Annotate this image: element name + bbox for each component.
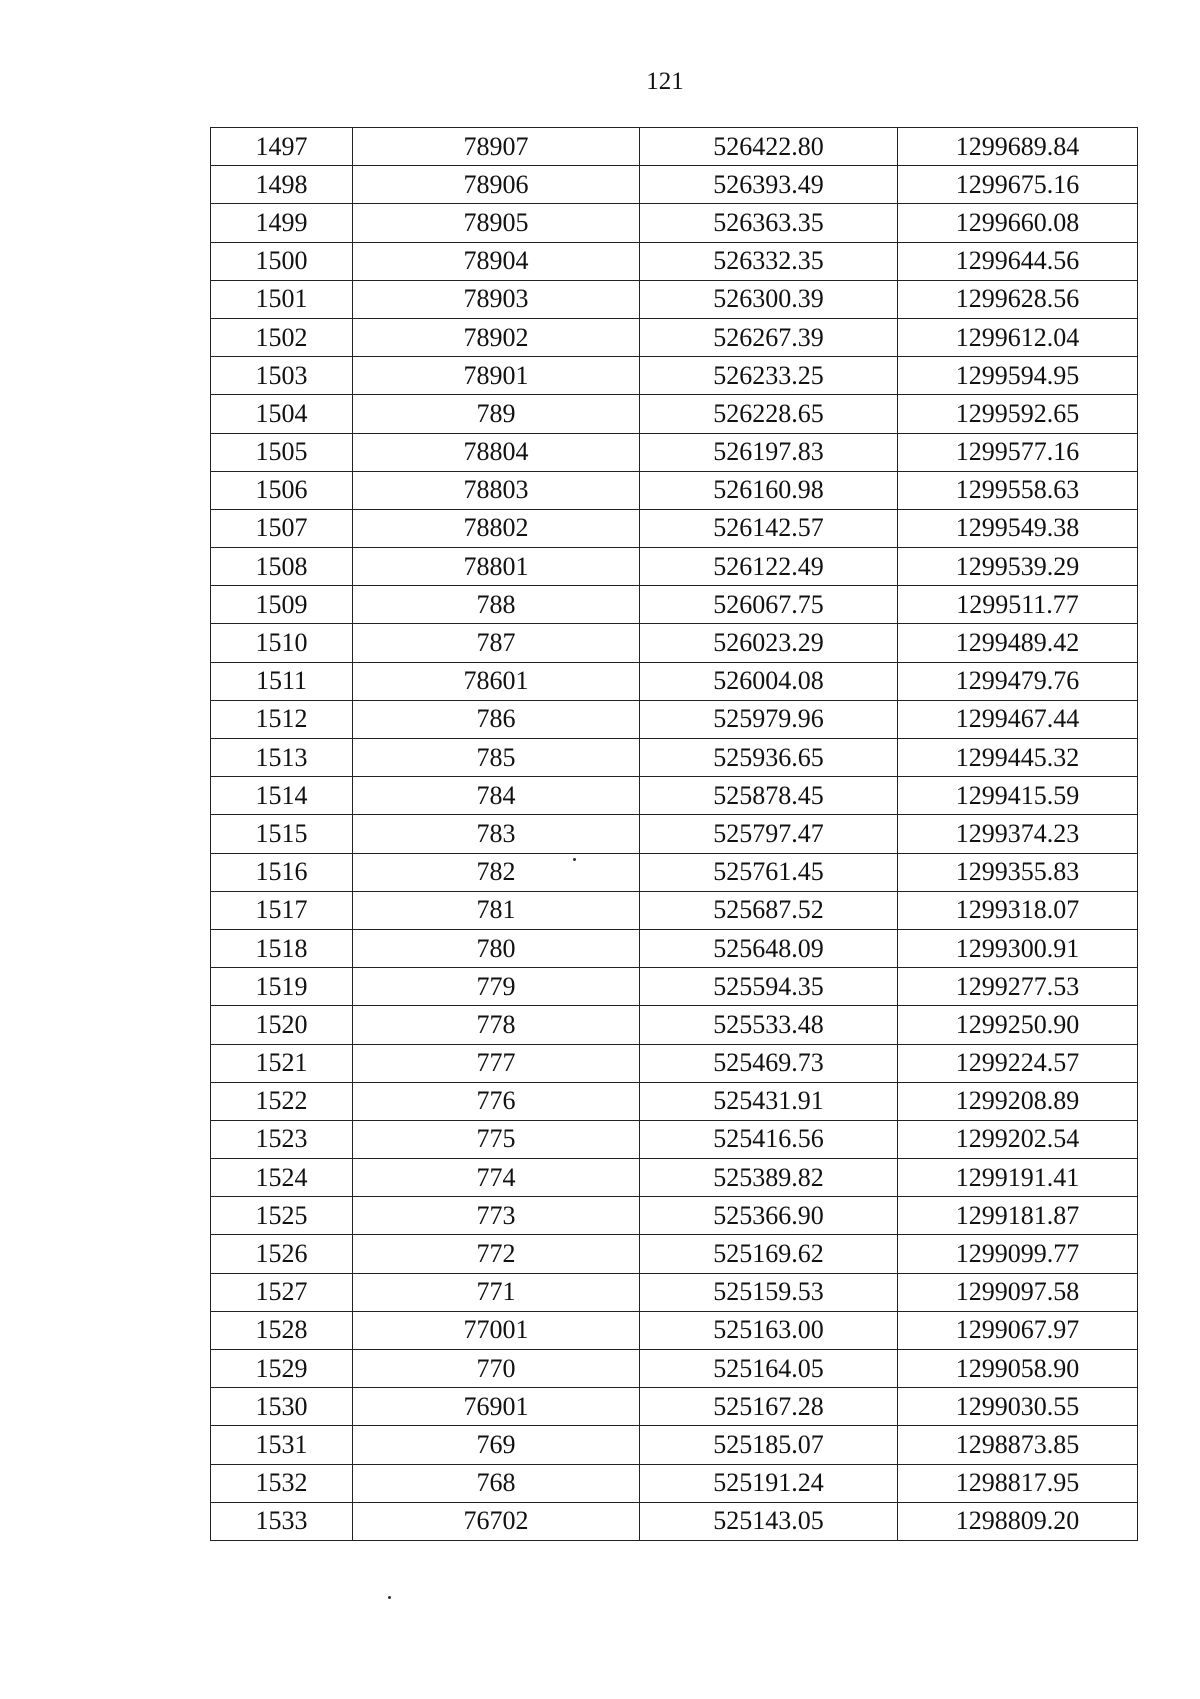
table-row [211,662,1138,700]
x-coordinate-cell: 526393.49 [640,166,898,204]
x-coordinate-cell: 526122.49 [640,548,898,586]
row-number-cell: 1519 [211,968,353,1006]
row-number-cell: 1518 [211,929,353,967]
x-coordinate-cell: 526233.25 [640,357,898,395]
table-row [211,1197,1138,1235]
point-id-cell: 780 [353,929,640,967]
table-row [211,1426,1138,1464]
point-id-cell: 78906 [353,166,640,204]
table-row [211,1502,1138,1540]
table-row [211,968,1138,1006]
row-number-cell: 1512 [211,700,353,738]
point-id-cell: 783 [353,815,640,853]
row-number-cell: 1532 [211,1464,353,1502]
table-row [211,1159,1138,1197]
y-coordinate-cell: 1299689.84 [898,128,1138,166]
table-row [211,1082,1138,1120]
y-coordinate-cell: 1299592.65 [898,395,1138,433]
table-body [211,128,1138,1541]
point-id-cell: 76702 [353,1502,640,1540]
row-number-cell: 1526 [211,1235,353,1273]
table-row [211,586,1138,624]
x-coordinate-cell: 526228.65 [640,395,898,433]
row-number-cell: 1501 [211,280,353,318]
table-row [211,1311,1138,1349]
y-coordinate-cell: 1299224.57 [898,1044,1138,1082]
x-coordinate-cell: 525389.82 [640,1159,898,1197]
y-coordinate-cell: 1299644.56 [898,242,1138,280]
x-coordinate-cell: 525163.00 [640,1311,898,1349]
point-id-cell: 78905 [353,204,640,242]
x-coordinate-cell: 525533.48 [640,1006,898,1044]
row-number-cell: 1505 [211,433,353,471]
table-row [211,318,1138,356]
table-row [211,242,1138,280]
y-coordinate-cell: 1299628.56 [898,280,1138,318]
row-number-cell: 1510 [211,624,353,662]
point-id-cell: 787 [353,624,640,662]
row-number-cell: 1516 [211,853,353,891]
x-coordinate-cell: 525185.07 [640,1426,898,1464]
table-row [211,624,1138,662]
row-number-cell: 1507 [211,509,353,547]
table-row [211,1044,1138,1082]
x-coordinate-cell: 526067.75 [640,586,898,624]
y-coordinate-cell: 1299030.55 [898,1388,1138,1426]
point-id-cell: 76901 [353,1388,640,1426]
x-coordinate-cell: 526267.39 [640,318,898,356]
row-number-cell: 1524 [211,1159,353,1197]
y-coordinate-cell: 1299415.59 [898,777,1138,815]
y-coordinate-cell: 1299374.23 [898,815,1138,853]
point-id-cell: 771 [353,1273,640,1311]
table-row [211,357,1138,395]
x-coordinate-cell: 525761.45 [640,853,898,891]
y-coordinate-cell: 1298817.95 [898,1464,1138,1502]
table-row [211,1350,1138,1388]
table-row [211,891,1138,929]
point-id-cell: 78803 [353,471,640,509]
row-number-cell: 1525 [211,1197,353,1235]
table-row [211,1464,1138,1502]
row-number-cell: 1528 [211,1311,353,1349]
point-id-cell: 78902 [353,318,640,356]
point-id-cell: 776 [353,1082,640,1120]
point-id-cell: 78801 [353,548,640,586]
table-row [211,815,1138,853]
row-number-cell: 1522 [211,1082,353,1120]
table-row [211,166,1138,204]
y-coordinate-cell: 1299208.89 [898,1082,1138,1120]
point-id-cell: 789 [353,395,640,433]
row-number-cell: 1508 [211,548,353,586]
y-coordinate-cell: 1299181.87 [898,1197,1138,1235]
y-coordinate-cell: 1299300.91 [898,929,1138,967]
row-number-cell: 1515 [211,815,353,853]
x-coordinate-cell: 526363.35 [640,204,898,242]
x-coordinate-cell: 526142.57 [640,509,898,547]
row-number-cell: 1498 [211,166,353,204]
table-row [211,433,1138,471]
point-id-cell: 77001 [353,1311,640,1349]
x-coordinate-cell: 525191.24 [640,1464,898,1502]
row-number-cell: 1499 [211,204,353,242]
row-number-cell: 1504 [211,395,353,433]
y-coordinate-cell: 1299250.90 [898,1006,1138,1044]
y-coordinate-cell: 1299675.16 [898,166,1138,204]
y-coordinate-cell: 1299277.53 [898,968,1138,1006]
table-row [211,1388,1138,1426]
y-coordinate-cell: 1299099.77 [898,1235,1138,1273]
y-coordinate-cell: 1299577.16 [898,433,1138,471]
row-number-cell: 1502 [211,318,353,356]
y-coordinate-cell: 1299539.29 [898,548,1138,586]
table-row [211,471,1138,509]
y-coordinate-cell: 1299445.32 [898,739,1138,777]
row-number-cell: 1521 [211,1044,353,1082]
y-coordinate-cell: 1299097.58 [898,1273,1138,1311]
point-id-cell: 78901 [353,357,640,395]
x-coordinate-cell: 525936.65 [640,739,898,777]
x-coordinate-cell: 525979.96 [640,700,898,738]
point-id-cell: 78907 [353,128,640,166]
y-coordinate-cell: 1299467.44 [898,700,1138,738]
point-id-cell: 785 [353,739,640,777]
x-coordinate-cell: 526160.98 [640,471,898,509]
point-id-cell: 772 [353,1235,640,1273]
x-coordinate-cell: 526300.39 [640,280,898,318]
table-row [211,700,1138,738]
y-coordinate-cell: 1299594.95 [898,357,1138,395]
y-coordinate-cell: 1299489.42 [898,624,1138,662]
y-coordinate-cell: 1299549.38 [898,509,1138,547]
row-number-cell: 1531 [211,1426,353,1464]
point-id-cell: 769 [353,1426,640,1464]
row-number-cell: 1497 [211,128,353,166]
y-coordinate-cell: 1299511.77 [898,586,1138,624]
point-id-cell: 770 [353,1350,640,1388]
row-number-cell: 1529 [211,1350,353,1388]
y-coordinate-cell: 1299355.83 [898,853,1138,891]
row-number-cell: 1530 [211,1388,353,1426]
x-coordinate-cell: 525416.56 [640,1120,898,1158]
table-row [211,853,1138,891]
point-id-cell: 784 [353,777,640,815]
x-coordinate-cell: 525431.91 [640,1082,898,1120]
table-row [211,777,1138,815]
x-coordinate-cell: 525648.09 [640,929,898,967]
point-id-cell: 774 [353,1159,640,1197]
point-id-cell: 786 [353,700,640,738]
table-row [211,739,1138,777]
page-number: 121 [646,68,684,95]
y-coordinate-cell: 1299067.97 [898,1311,1138,1349]
row-number-cell: 1506 [211,471,353,509]
row-number-cell: 1500 [211,242,353,280]
table-row [211,204,1138,242]
y-coordinate-cell: 1299202.54 [898,1120,1138,1158]
y-coordinate-cell: 1299318.07 [898,891,1138,929]
point-id-cell: 775 [353,1120,640,1158]
table-row [211,395,1138,433]
point-id-cell: 78802 [353,509,640,547]
point-id-cell: 78601 [353,662,640,700]
row-number-cell: 1509 [211,586,353,624]
table-row [211,1006,1138,1044]
x-coordinate-cell: 525167.28 [640,1388,898,1426]
point-id-cell: 781 [353,891,640,929]
table-row [211,548,1138,586]
point-id-cell: 768 [353,1464,640,1502]
point-id-cell: 78804 [353,433,640,471]
point-id-cell: 777 [353,1044,640,1082]
table-row [211,509,1138,547]
x-coordinate-cell: 525594.35 [640,968,898,1006]
row-number-cell: 1527 [211,1273,353,1311]
x-coordinate-cell: 526004.08 [640,662,898,700]
point-id-cell: 778 [353,1006,640,1044]
point-id-cell: 78903 [353,280,640,318]
row-number-cell: 1511 [211,662,353,700]
point-id-cell: 788 [353,586,640,624]
table-row [211,128,1138,166]
x-coordinate-cell: 525469.73 [640,1044,898,1082]
scan-speck [573,858,576,861]
x-coordinate-cell: 526197.83 [640,433,898,471]
x-coordinate-cell: 525169.62 [640,1235,898,1273]
x-coordinate-cell: 525366.90 [640,1197,898,1235]
x-coordinate-cell: 526023.29 [640,624,898,662]
x-coordinate-cell: 525797.47 [640,815,898,853]
point-id-cell: 782 [353,853,640,891]
x-coordinate-cell: 525164.05 [640,1350,898,1388]
table-row [211,1235,1138,1273]
x-coordinate-cell: 526332.35 [640,242,898,280]
x-coordinate-cell: 525143.05 [640,1502,898,1540]
row-number-cell: 1513 [211,739,353,777]
x-coordinate-cell: 525687.52 [640,891,898,929]
y-coordinate-cell: 1299479.76 [898,662,1138,700]
x-coordinate-cell: 526422.80 [640,128,898,166]
x-coordinate-cell: 525878.45 [640,777,898,815]
table-row [211,1273,1138,1311]
y-coordinate-cell: 1299612.04 [898,318,1138,356]
y-coordinate-cell: 1298809.20 [898,1502,1138,1540]
row-number-cell: 1520 [211,1006,353,1044]
y-coordinate-cell: 1298873.85 [898,1426,1138,1464]
y-coordinate-cell: 1299660.08 [898,204,1138,242]
table-row [211,280,1138,318]
y-coordinate-cell: 1299558.63 [898,471,1138,509]
point-id-cell: 773 [353,1197,640,1235]
table-row [211,1120,1138,1158]
y-coordinate-cell: 1299058.90 [898,1350,1138,1388]
point-id-cell: 78904 [353,242,640,280]
row-number-cell: 1503 [211,357,353,395]
table-row [211,929,1138,967]
point-id-cell: 779 [353,968,640,1006]
row-number-cell: 1523 [211,1120,353,1158]
row-number-cell: 1517 [211,891,353,929]
coordinates-table [210,127,1138,1541]
x-coordinate-cell: 525159.53 [640,1273,898,1311]
y-coordinate-cell: 1299191.41 [898,1159,1138,1197]
scan-speck [388,1596,391,1599]
row-number-cell: 1533 [211,1502,353,1540]
row-number-cell: 1514 [211,777,353,815]
